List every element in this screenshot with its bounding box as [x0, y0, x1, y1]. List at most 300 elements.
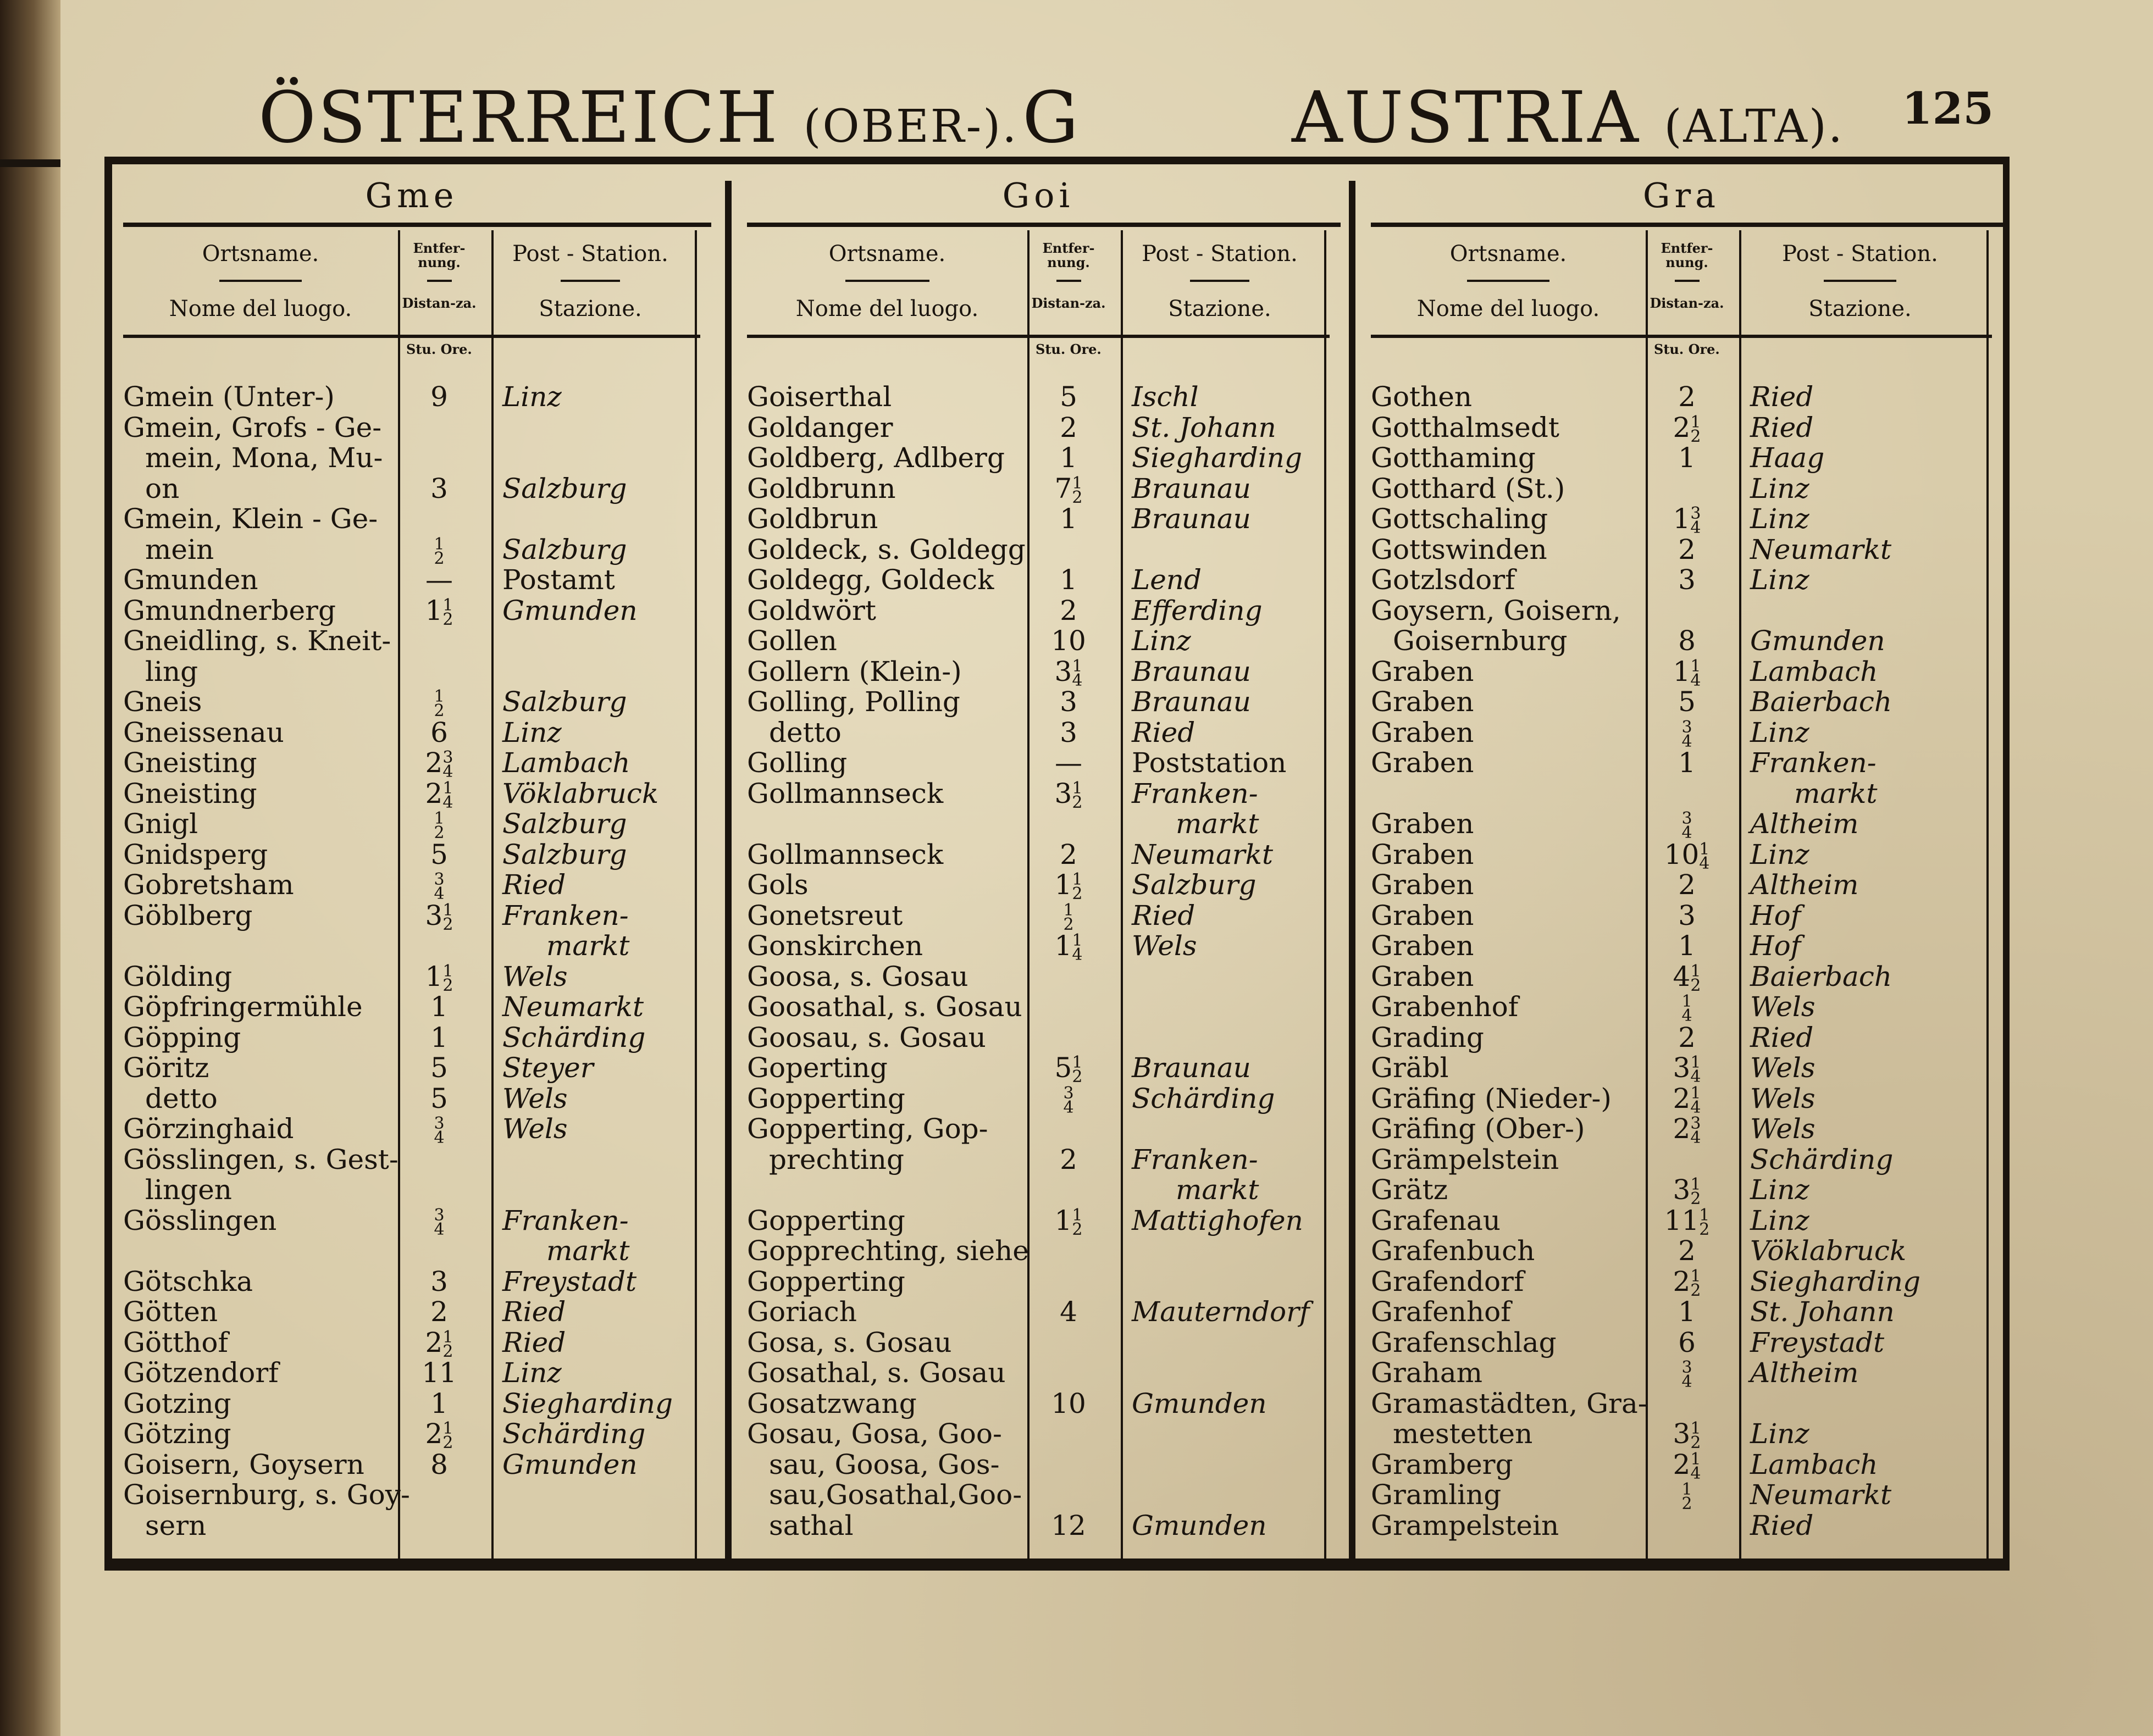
station-column-header	[1121, 230, 1319, 368]
distance-value: 10	[1051, 625, 1086, 657]
post-station: Wels	[502, 1113, 568, 1145]
table-row	[112, 594, 711, 629]
post-station: markt	[1794, 777, 1878, 809]
distance-value: 1	[1678, 1296, 1696, 1328]
place-name: Göpping	[123, 1021, 241, 1053]
place-name: Gotzlsdorf	[1371, 564, 1515, 596]
place-name: Gollmannseck	[747, 777, 944, 809]
post-station: markt	[546, 1235, 630, 1267]
post-station: Neumarkt	[502, 991, 644, 1023]
table-row	[112, 1083, 711, 1114]
table-row	[112, 473, 711, 504]
table-row	[112, 747, 711, 781]
distance-value: 3 1 2	[425, 899, 453, 934]
table-row	[736, 1235, 1341, 1266]
table-row	[112, 1144, 711, 1175]
table-row	[1360, 747, 2003, 778]
table-row	[112, 564, 711, 595]
place-name: Göpfringermühle	[123, 991, 363, 1023]
header-left-main: ÖSTERREICH	[258, 77, 779, 159]
distance-value	[1646, 717, 1728, 749]
place-name: Goldanger	[747, 411, 893, 443]
table-row	[1360, 869, 2003, 900]
table-row	[1360, 1448, 2003, 1483]
post-station: Schärding	[1750, 1143, 1894, 1175]
table-row	[1360, 1113, 2003, 1147]
post-station: Altheim	[1750, 1357, 1859, 1389]
table-row	[736, 869, 1341, 903]
distance-value	[1646, 1479, 1728, 1511]
table-row	[736, 503, 1341, 534]
place-name: Graben	[1371, 960, 1474, 992]
distance-value: 5	[430, 1052, 448, 1084]
fraction: 1 2	[434, 809, 445, 842]
distance-value	[398, 1205, 480, 1237]
place-name: Grading	[1371, 1021, 1484, 1053]
place-name: lingen	[145, 1174, 232, 1206]
post-station: Linz	[1132, 625, 1191, 657]
distance-value: 2	[430, 1296, 448, 1328]
post-station: Postamt	[502, 564, 615, 596]
header-bottom-rule	[123, 335, 700, 338]
place-name: Gopperting, Gop-	[747, 1113, 988, 1145]
post-station: Gmunden	[1132, 1509, 1267, 1541]
post-station: Braunau	[1132, 503, 1251, 535]
fraction: 3 4	[1690, 504, 1701, 537]
post-station: Hof	[1750, 930, 1801, 962]
header-letter: G	[1022, 77, 1079, 159]
table-row	[1360, 930, 2003, 961]
distance-value: 1	[1060, 442, 1077, 474]
place-name: Gösslingen, s. Gest-	[123, 1143, 399, 1175]
table-row	[112, 1357, 711, 1388]
post-station: Braunau	[1132, 655, 1251, 687]
facing-page-edge	[0, 159, 65, 1596]
distance-value	[1027, 900, 1110, 932]
distance-value: 1	[1060, 503, 1077, 535]
post-station: Wels	[1750, 1113, 1816, 1145]
station-column-header	[1739, 230, 1981, 368]
post-station: Franken-	[1750, 747, 1877, 779]
table-row	[112, 930, 711, 961]
table-row	[736, 686, 1341, 717]
header-bottom-rule	[747, 335, 1330, 338]
name-column-header-it: Nome del luogo.	[1416, 296, 1600, 321]
post-station: Baierbach	[1750, 686, 1892, 718]
table-row	[1360, 1479, 2003, 1513]
distance-value: 6	[430, 716, 448, 748]
table-row	[112, 869, 711, 903]
distance-value: 1	[1678, 930, 1696, 962]
place-name: Gottschaling	[1371, 503, 1548, 535]
post-station: Haag	[1750, 442, 1825, 474]
distance-unit-label: Stu. Ore.	[1654, 341, 1720, 357]
place-name: sau, Goosa, Gos-	[769, 1448, 1000, 1480]
fraction: 3 4	[442, 748, 453, 781]
distance-value	[398, 869, 480, 901]
table-row	[1360, 778, 2003, 809]
distance-value: 3	[1060, 686, 1077, 718]
place-name: Goisernburg	[1393, 625, 1568, 657]
distance-value: 1	[430, 1021, 448, 1053]
place-name: Graben	[1371, 838, 1474, 870]
place-name: Gollern (Klein-)	[747, 655, 962, 687]
table-row	[736, 595, 1341, 626]
post-station: Siegharding	[1750, 1265, 1920, 1297]
station-column-header-it: Stazione.	[539, 296, 642, 321]
post-station: Ried	[1132, 899, 1196, 931]
distance-value: —	[1055, 747, 1082, 779]
table-row	[1360, 1082, 2003, 1117]
fraction: 1 4	[1690, 1449, 1701, 1483]
distance-value	[1646, 808, 1728, 840]
post-station: Linz	[1750, 503, 1809, 535]
distance-value: 3	[1678, 564, 1696, 596]
place-name: Götten	[123, 1296, 218, 1328]
place-name: ling	[145, 655, 198, 687]
table-row	[112, 533, 711, 568]
post-station: Wels	[502, 960, 568, 992]
distance-value: 4	[1060, 1296, 1077, 1328]
post-station: Linz	[1750, 1418, 1809, 1450]
post-station: Linz	[502, 1357, 562, 1389]
place-name: Graben	[1371, 747, 1474, 779]
table-row	[112, 625, 711, 656]
table-row	[112, 381, 711, 412]
post-station: Wels	[1750, 991, 1816, 1023]
distance-value: 6	[1678, 1326, 1696, 1358]
distance-value: 10	[1051, 1387, 1086, 1419]
place-name: Gopprechting, siehe	[747, 1235, 1029, 1267]
distance-value: 1	[1678, 442, 1696, 474]
distance-value	[398, 808, 480, 840]
table-row	[1360, 381, 2003, 412]
table-row	[736, 534, 1341, 565]
post-station: Gmunden	[1132, 1387, 1267, 1419]
fraction: 1 2	[1690, 412, 1701, 446]
post-station: Neumarkt	[1750, 533, 1892, 565]
place-name: Gösslingen	[123, 1204, 277, 1236]
post-station: Freystadt	[1750, 1326, 1885, 1358]
fraction: 1 2	[1072, 778, 1083, 812]
place-name: Gonskirchen	[747, 930, 923, 962]
place-name: Goriach	[747, 1296, 857, 1328]
table-row	[1360, 473, 2003, 504]
place-name: Gopperting	[747, 1082, 905, 1114]
distance-value: 1 1 2	[425, 960, 453, 995]
post-station: Lambach	[1750, 1448, 1878, 1480]
place-name: Gotthaming	[1371, 442, 1536, 474]
distance-value: 3 1 4	[1054, 655, 1083, 690]
place-name: Gnidsperg	[123, 838, 268, 870]
place-name: Götthof	[123, 1326, 229, 1358]
distance-value	[1646, 991, 1728, 1023]
place-name: Grämpelstein	[1371, 1143, 1559, 1175]
fraction: 1 2	[442, 900, 453, 934]
post-station: Siegharding	[502, 1387, 673, 1419]
range-rule	[1371, 223, 2003, 227]
place-name: Götschka	[123, 1265, 253, 1297]
post-station: Neumarkt	[1750, 1479, 1892, 1511]
post-station: Braunau	[1132, 1052, 1251, 1084]
place-name: Gosau, Gosa, Goo-	[747, 1418, 1002, 1450]
table-row	[112, 1510, 711, 1541]
fraction: 1 4	[1690, 1083, 1701, 1117]
place-name: Gmundnerberg	[123, 594, 336, 626]
post-station: Linz	[1750, 1204, 1809, 1236]
distance-column-header-it: Distan-za.	[1650, 295, 1724, 311]
table-row	[1360, 625, 2003, 656]
distance-column-header-de: Entfer-nung.	[1661, 240, 1713, 271]
header-rule	[561, 280, 620, 282]
place-name: sathal	[769, 1509, 854, 1541]
place-name: Gölding	[123, 960, 233, 992]
fraction: 1 4	[1690, 656, 1701, 690]
post-station: Ried	[502, 1296, 566, 1328]
post-station: Ischl	[1132, 381, 1199, 413]
fraction: 3 4	[1690, 1114, 1701, 1147]
place-name: mein, Mona, Mu-	[145, 442, 383, 474]
distance-value: 1	[430, 991, 448, 1023]
distance-value: 8	[430, 1448, 448, 1480]
fraction: 3 4	[1681, 1358, 1692, 1391]
post-station: Schärding	[1132, 1082, 1275, 1114]
place-name: Gosathal, s. Gosau	[747, 1357, 1006, 1389]
place-name: Grafendorf	[1371, 1265, 1524, 1297]
place-name: Goosathal, s. Gosau	[747, 991, 1022, 1023]
place-name: Goldwört	[747, 594, 876, 626]
place-name: Graben	[1371, 930, 1474, 962]
place-name: Gramberg	[1371, 1448, 1513, 1480]
post-station: Ried	[1750, 1509, 1814, 1541]
header-right-main: AUSTRIA	[1292, 77, 1640, 159]
table-row	[736, 564, 1341, 595]
table-row	[736, 412, 1341, 443]
table-row	[112, 960, 711, 995]
table-row	[736, 961, 1341, 992]
header-rule	[845, 280, 929, 282]
fraction: 1 2	[1681, 1480, 1692, 1513]
table-row	[1360, 1388, 2003, 1419]
table-row	[1360, 1022, 2003, 1053]
distance-value: 3 1 4	[1673, 1052, 1701, 1086]
place-name: Gosatzwang	[747, 1387, 917, 1419]
post-station: Salzburg	[502, 472, 627, 504]
post-station: Braunau	[1132, 472, 1251, 504]
distance-value	[398, 534, 480, 566]
place-name: Golling, Polling	[747, 686, 960, 718]
table-row	[112, 1174, 711, 1205]
post-station: St. Johann	[1132, 411, 1276, 443]
header-right-sub: (ALTA).	[1664, 101, 1844, 153]
table-row	[736, 839, 1341, 870]
place-name: Goldbrunn	[747, 472, 896, 504]
place-name: Gollen	[747, 625, 837, 657]
place-name: Gräfing (Ober-)	[1371, 1113, 1585, 1145]
distance-value: 3	[430, 1265, 448, 1297]
table-row	[112, 808, 711, 842]
header-rule	[1675, 280, 1700, 282]
table-row	[736, 1113, 1341, 1144]
table-row	[736, 747, 1341, 778]
post-station: Wels	[502, 1082, 568, 1114]
place-name: Golling	[747, 747, 848, 779]
place-name: Graben	[1371, 869, 1474, 901]
distance-value: 11	[422, 1357, 457, 1389]
fraction: 1 2	[1063, 900, 1074, 934]
table-row	[112, 656, 711, 687]
post-station: Salzburg	[502, 533, 627, 565]
post-station: Efferding	[1132, 594, 1263, 626]
panel-range-label: Goi	[1002, 175, 1075, 215]
place-name: detto	[769, 716, 842, 748]
station-column-header-de: Post - Station.	[1142, 241, 1298, 267]
distance-value: 3 1 2	[1054, 777, 1083, 812]
table-row	[736, 381, 1341, 412]
post-station: Linz	[1750, 716, 1809, 748]
post-station: Wels	[1750, 1082, 1816, 1114]
table-row	[736, 1388, 1341, 1419]
place-name: Goperting	[747, 1052, 888, 1084]
post-station: Lambach	[502, 747, 630, 779]
distance-column-header-it: Distan-za.	[1031, 295, 1106, 311]
table-row	[1360, 1265, 2003, 1300]
distance-value: 2	[1060, 594, 1077, 626]
distance-value: 7 1 2	[1054, 472, 1083, 507]
fraction: 1 4	[1072, 656, 1083, 690]
table-row	[1360, 595, 2003, 626]
name-column-header-it: Nome del luogo.	[795, 296, 979, 321]
distance-value: 1 1 2	[1054, 1204, 1083, 1239]
post-station: Gmunden	[502, 594, 638, 626]
distance-unit-label: Stu. Ore.	[406, 341, 472, 357]
place-name: Grafenbuch	[1371, 1235, 1535, 1267]
post-station: Franken-	[502, 1204, 629, 1236]
distance-value: 9	[430, 381, 448, 413]
fraction: 1 2	[1072, 870, 1083, 903]
fraction: 1 2	[442, 961, 453, 995]
table-row	[1360, 1144, 2003, 1175]
table-row	[1360, 1052, 2003, 1086]
table-row	[736, 1022, 1341, 1053]
range-rule	[123, 223, 711, 227]
table-row	[1360, 686, 2003, 717]
distance-value: 1	[1678, 747, 1696, 779]
fraction: 1 2	[442, 595, 453, 629]
table-row	[1360, 991, 2003, 1025]
fraction: 3 4	[1681, 717, 1692, 751]
name-column-header	[123, 230, 398, 368]
post-station: Ried	[1750, 411, 1814, 443]
post-station: Franken-	[502, 899, 629, 931]
post-station: Vöklabruck	[1750, 1235, 1907, 1267]
place-name: mein	[145, 533, 214, 565]
table-row	[112, 1296, 711, 1327]
place-name: Gmein (Unter-)	[123, 381, 335, 413]
table-row	[1360, 838, 2003, 873]
post-station: Vöklabruck	[502, 777, 659, 809]
place-name: Grabenhof	[1371, 991, 1519, 1023]
place-name: on	[145, 472, 180, 504]
page-number: 125	[1902, 82, 1994, 134]
header-rule	[219, 280, 302, 282]
name-column-header-de: Ortsname.	[202, 241, 319, 267]
place-name: Görzinghaid	[123, 1113, 294, 1145]
place-name: Gneidling, s. Kneit-	[123, 625, 391, 657]
distance-value: 2 3 4	[1673, 1113, 1701, 1147]
panel-separator	[1349, 181, 1355, 1563]
station-column-header-it: Stazione.	[1168, 296, 1271, 321]
header-rule	[1190, 280, 1249, 282]
fraction: 1 2	[1699, 1205, 1710, 1239]
place-name: Gotzing	[123, 1387, 231, 1419]
distance-value: 2	[1060, 411, 1077, 443]
post-station: Franken-	[1132, 777, 1258, 809]
post-station: Ried	[502, 1326, 566, 1358]
post-station: Wels	[1750, 1052, 1816, 1084]
table-row	[1360, 1204, 2003, 1239]
distance-value: 5	[430, 838, 448, 870]
table-row	[736, 1082, 1341, 1117]
post-station: Gmunden	[1750, 625, 1885, 657]
table-row	[736, 1449, 1341, 1480]
post-station: markt	[1176, 1174, 1259, 1206]
distance-value: 3	[430, 472, 448, 504]
post-station: Steyer	[502, 1052, 594, 1084]
table-bottom-rule	[104, 1558, 2006, 1571]
place-name: detto	[145, 1082, 218, 1114]
post-station: Salzburg	[502, 686, 627, 718]
fraction: 3 4	[1063, 1083, 1074, 1117]
fraction: 3 4	[434, 870, 445, 903]
place-name: Gopperting	[747, 1265, 905, 1297]
post-station: St. Johann	[1750, 1296, 1895, 1328]
header-left-sub: (OBER-).	[803, 101, 1019, 153]
fraction: 1 2	[1072, 473, 1083, 507]
table-row	[112, 1479, 711, 1510]
table-row	[736, 1296, 1341, 1327]
place-name: Goiserthal	[747, 381, 892, 413]
place-name: sau,Gosathal,Goo-	[769, 1479, 1022, 1511]
table-row	[112, 412, 711, 443]
place-name: Gräbl	[1371, 1052, 1449, 1084]
post-station: Mauterndorf	[1132, 1296, 1310, 1328]
place-name: Gräfing (Nieder-)	[1371, 1082, 1612, 1114]
place-name: Grätz	[1371, 1174, 1448, 1206]
fraction: 1 2	[1690, 961, 1701, 995]
distance-value	[398, 1113, 480, 1145]
distance-column-header-de: Entfer-nung.	[413, 240, 466, 271]
post-station: Lambach	[1750, 655, 1878, 687]
place-name: prechting	[769, 1143, 904, 1175]
place-name: Gonetsreut	[747, 899, 903, 931]
distance-value: 3 1 2	[1673, 1174, 1701, 1208]
distance-value: 12	[1051, 1509, 1086, 1541]
post-station: Braunau	[1132, 686, 1251, 718]
table-row	[1360, 564, 2003, 595]
place-name: Göritz	[123, 1052, 209, 1084]
place-name: Goldbrun	[747, 503, 878, 535]
table-row	[1360, 716, 2003, 751]
distance-value: 2	[1678, 533, 1696, 565]
range-rule	[747, 223, 1341, 227]
distance-value: 2 1 2	[1673, 1265, 1701, 1300]
table-row	[112, 717, 711, 748]
distance-column-header-de: Entfer-nung.	[1042, 240, 1095, 271]
table-row	[1360, 1174, 2003, 1208]
fraction: 1 4	[1690, 1053, 1701, 1086]
place-name: Gneisting	[123, 777, 257, 809]
